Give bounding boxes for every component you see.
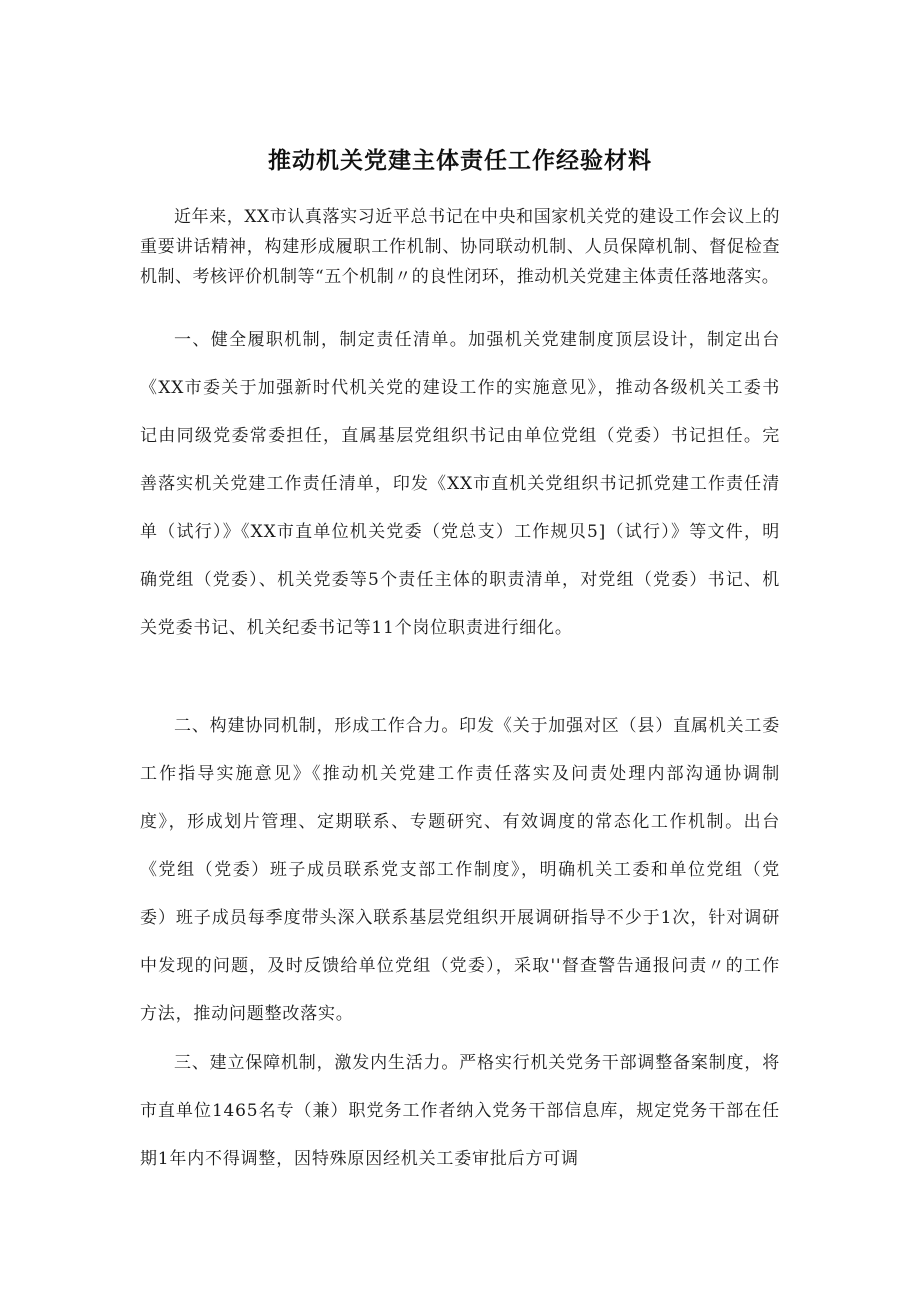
body-paragraph-2: 二、构建协同机制，形成工作合力。印发《关于加强对区（县）直属机关工委工作指导实施意见》《推动机关党建工作责任落实及问责处理内部沟通协调制度》，形成划片管理、定期联系、专题研究、有效调度的常态化工作机制。出台《党组（党委）班子成员联系党支部工作制度》，明确机关工委和单位党组（党委）班子成员每季度带头深入联系基层党组织开展调研指导不少于1次，针对调研中发现的问题，及时反馈给单位党组（党委），采取''督查警告通报问责〃的工作方法，推动问题整改落实。	[140, 716, 780, 1024]
intro-paragraph: 近年来，XX市认真落实习近平总书记在中央和国家机关党的建设工作会议上的重要讲话精神，构建形成履职工作机制、协同联动机制、人员保障机制、督促检查机制、考核评价机制等“五个机制〃的良性闭环，推动机关党建主体责任落地落实。	[140, 207, 780, 287]
body-paragraph-3: 三、建立保障机制，激发内生活力。严格实行机关党务干部调整备案制度，将市直单位1465名专（兼）职党务工作者纳入党务干部信息库，规定党务干部在任期1年内不得调整，因特殊原因经机关工委审批后方可调	[140, 1053, 780, 1169]
document-title: 推动机关党建主体责任工作经验材料	[268, 148, 652, 174]
body-paragraph-1: 一、健全履职机制，制定责任清单。加强机关党建制度顶层设计，制定出台《XX市委关于加强新时代机关党的建设工作的实施意见》，推动各级机关工委书记由同级党委常委担任，直属基层党组织书记由单位党组（党委）书记担任。完善落实机关党建工作责任清单，印发《XX市直机关党组织书记抓党建工作责任清单（试行）》《XX市直单位机关党委（党总支）工作规贝5]（试行）》等文件，明确党组（党委）、机关党委等5个责任主体的职责清单，对党组（党委）书记、机关党委书记、机关纪委书记等11个岗位职责进行细化。	[140, 330, 780, 638]
